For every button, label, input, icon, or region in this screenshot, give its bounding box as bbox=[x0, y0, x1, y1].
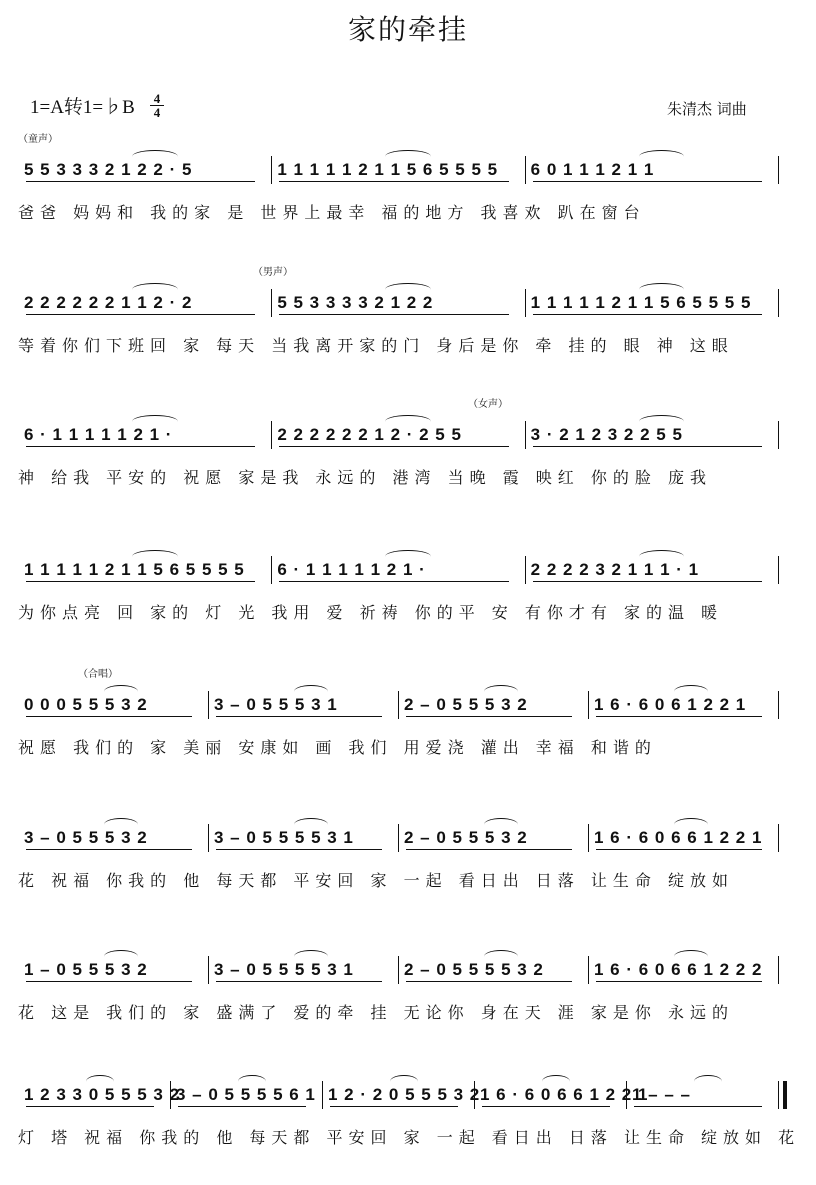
measure: 1 6 · 6 0 6 1 2 2 1 bbox=[594, 695, 747, 714]
barline bbox=[778, 421, 779, 449]
slur-mark bbox=[132, 150, 178, 163]
beam-line bbox=[533, 581, 762, 582]
score-system bbox=[18, 399, 788, 525]
beam-line bbox=[634, 1106, 762, 1107]
voice-label: （男声） bbox=[253, 267, 293, 278]
measure: 1 1 1 1 1 2 1 1 5 6 5 5 5 5 bbox=[24, 560, 245, 579]
slur-mark bbox=[639, 415, 685, 428]
score-system bbox=[18, 950, 788, 1060]
lyrics-line: 爸爸 妈妈和 我的家 是 世界上最幸 福的地方 我喜欢 趴在窗台 bbox=[18, 203, 646, 222]
measure: 5 5 3 3 3 2 1 2 2 · 5 bbox=[24, 160, 193, 179]
beam-line bbox=[26, 1106, 154, 1107]
barline bbox=[626, 1081, 627, 1109]
barline bbox=[778, 956, 779, 984]
measure: 6 · 1 1 1 1 1 2 1 · bbox=[277, 560, 426, 579]
slur-mark bbox=[674, 818, 708, 831]
beam-line bbox=[26, 581, 255, 582]
notes-line bbox=[18, 415, 788, 455]
slur-mark bbox=[104, 685, 138, 698]
lyrics-line: 为你点亮 回 家的 灯 光 我用 爱 祈祷 你的平 安 有你才有 家的温 暖 bbox=[18, 603, 724, 622]
measure: 3 – 0 5 5 5 5 3 1 bbox=[214, 828, 354, 847]
notes-line bbox=[18, 283, 788, 323]
notes-line bbox=[18, 150, 788, 190]
measure: 1 1 1 1 1 2 1 1 5 6 5 5 5 5 bbox=[530, 293, 752, 312]
barline bbox=[398, 824, 399, 852]
slur-mark bbox=[484, 818, 518, 831]
slur-mark bbox=[294, 685, 328, 698]
measure: 1 1 1 1 1 2 1 1 5 6 5 5 5 5 bbox=[277, 160, 499, 179]
score-system bbox=[18, 669, 788, 795]
barline bbox=[525, 289, 526, 317]
measure: 2 – 0 5 5 5 3 2 bbox=[404, 828, 528, 847]
barline bbox=[525, 556, 526, 584]
slur-mark bbox=[694, 1075, 721, 1088]
beam-line bbox=[216, 716, 382, 717]
time-signature-bottom: 4 bbox=[153, 105, 161, 120]
measure: 1 – 0 5 5 5 3 2 bbox=[24, 960, 148, 979]
score-system bbox=[18, 550, 788, 660]
notes-line bbox=[18, 685, 788, 725]
notes-line bbox=[18, 1075, 788, 1115]
slur-mark bbox=[484, 950, 518, 963]
slur-mark bbox=[294, 818, 328, 831]
measure: 5 5 3 3 3 3 2 1 2 2 bbox=[277, 293, 434, 312]
beam-line bbox=[26, 981, 192, 982]
barline bbox=[208, 956, 209, 984]
slur-mark bbox=[674, 950, 708, 963]
lyrics-line: 祝愿 我们的 家 美丽 安康如 画 我们 用爱浇 灌出 幸福 和谐的 bbox=[18, 738, 657, 757]
barline bbox=[170, 1081, 171, 1109]
measure: 1 2 3 3 0 5 5 5 3 2 bbox=[24, 1085, 181, 1104]
barline bbox=[778, 824, 779, 852]
measure: 1 2 · 2 0 5 5 5 3 2 bbox=[328, 1085, 481, 1104]
beam-line bbox=[279, 446, 508, 447]
voice-label: （童声） bbox=[18, 134, 58, 145]
final-barline bbox=[778, 1081, 787, 1109]
beam-line bbox=[178, 1106, 306, 1107]
slur-mark bbox=[385, 415, 431, 428]
barline bbox=[271, 421, 272, 449]
measure: 2 – 0 5 5 5 3 2 bbox=[404, 695, 528, 714]
barline bbox=[271, 156, 272, 184]
beam-line bbox=[26, 314, 255, 315]
beam-line bbox=[533, 314, 762, 315]
measure: 1 6 · 6 0 6 6 1 2 2 1 bbox=[594, 828, 763, 847]
beam-line bbox=[279, 314, 508, 315]
measure: 1 6 · 6 0 6 6 1 2 2 1 bbox=[480, 1085, 649, 1104]
slur-mark bbox=[86, 1075, 113, 1088]
barline bbox=[778, 289, 779, 317]
barline bbox=[588, 956, 589, 984]
barline bbox=[271, 289, 272, 317]
notes-line bbox=[18, 550, 788, 590]
beam-line bbox=[533, 181, 762, 182]
beam-line bbox=[533, 446, 762, 447]
slur-mark bbox=[104, 818, 138, 831]
beam-line bbox=[596, 981, 762, 982]
slur-mark bbox=[390, 1075, 417, 1088]
beam-line bbox=[26, 446, 255, 447]
beam-line bbox=[216, 981, 382, 982]
voice-label: （合唱） bbox=[78, 669, 118, 680]
beam-line bbox=[216, 849, 382, 850]
measure: 2 2 2 2 3 2 1 1 1 · 1 bbox=[530, 560, 700, 579]
measure: 3 – 0 5 5 5 3 2 bbox=[24, 828, 148, 847]
measure: 0 0 0 5 5 5 3 2 bbox=[24, 695, 148, 714]
lyrics-line: 等着你们下班回 家 每天 当我离开家的门 身后是你 牵 挂的 眼 神 这眼 bbox=[18, 336, 734, 355]
beam-line bbox=[406, 849, 572, 850]
beam-line bbox=[596, 716, 762, 717]
barline bbox=[398, 691, 399, 719]
measure: 1 6 · 6 0 6 6 1 2 2 2 bbox=[594, 960, 763, 979]
barline bbox=[208, 824, 209, 852]
measure: 2 2 2 2 2 2 1 1 2 · 2 bbox=[24, 293, 193, 312]
barline bbox=[778, 691, 779, 719]
barline bbox=[208, 691, 209, 719]
song-title: 家的牵挂 bbox=[347, 13, 468, 46]
measure: 3 – 0 5 5 5 5 3 1 bbox=[214, 960, 354, 979]
barline bbox=[474, 1081, 475, 1109]
slur-mark bbox=[104, 950, 138, 963]
beam-line bbox=[596, 849, 762, 850]
beam-line bbox=[406, 981, 572, 982]
time-signature bbox=[150, 92, 164, 119]
barline bbox=[778, 556, 779, 584]
barline bbox=[525, 421, 526, 449]
measure: 1 – – – bbox=[632, 1085, 691, 1104]
key-signature: 1=A转1=♭B bbox=[30, 97, 135, 118]
barline bbox=[271, 556, 272, 584]
slur-mark bbox=[542, 1075, 569, 1088]
barline bbox=[588, 691, 589, 719]
score-system bbox=[18, 134, 788, 260]
time-signature-top: 4 bbox=[150, 92, 164, 106]
slur-mark bbox=[385, 283, 431, 296]
beam-line bbox=[26, 716, 192, 717]
measure: 3 – 0 5 5 5 3 1 bbox=[214, 695, 338, 714]
beam-line bbox=[26, 849, 192, 850]
score-system bbox=[18, 267, 788, 393]
slur-mark bbox=[639, 283, 685, 296]
lyrics-line: 花 祝福 你我的 他 每天都 平安回 家 一起 看日出 日落 让生命 绽放如 bbox=[18, 871, 734, 890]
measure: 6 0 1 1 1 2 1 1 bbox=[530, 160, 655, 179]
slur-mark bbox=[639, 550, 685, 563]
slur-mark bbox=[132, 283, 178, 296]
measure: 2 – 0 5 5 5 5 3 2 bbox=[404, 960, 544, 979]
slur-mark bbox=[385, 550, 431, 563]
barline bbox=[778, 156, 779, 184]
lyrics-line: 灯 塔 祝福 你我的 他 每天都 平安回 家 一起 看日出 日落 让生命 绽放如 花 bbox=[18, 1128, 801, 1147]
measure: 6 · 1 1 1 1 1 2 1 · bbox=[24, 425, 173, 444]
lyrics-line: 神 给我 平安的 祝愿 家是我 永远的 港湾 当晚 霞 映红 你的脸 庞我 bbox=[18, 468, 712, 487]
beam-line bbox=[279, 181, 508, 182]
measure: 3 · 2 1 2 3 2 2 5 5 bbox=[530, 425, 683, 444]
lyrics-line: 花 这是 我们的 家 盛满了 爱的牵 挂 无论你 身在天 涯 家是你 永远的 bbox=[18, 1003, 734, 1022]
slur-mark bbox=[385, 150, 431, 163]
barline bbox=[588, 824, 589, 852]
score-system bbox=[18, 1075, 801, 1185]
slur-mark bbox=[674, 685, 708, 698]
slur-mark bbox=[294, 950, 328, 963]
beam-line bbox=[482, 1106, 610, 1107]
barline bbox=[322, 1081, 323, 1109]
beam-line bbox=[279, 581, 508, 582]
slur-mark bbox=[132, 415, 178, 428]
barline bbox=[525, 156, 526, 184]
slur-mark bbox=[238, 1075, 265, 1088]
slur-mark bbox=[132, 550, 178, 563]
notes-line bbox=[18, 950, 788, 990]
barline bbox=[398, 956, 399, 984]
score-system bbox=[18, 818, 788, 928]
measure: 2 2 2 2 2 2 1 2 · 2 5 5 bbox=[277, 425, 462, 444]
beam-line bbox=[330, 1106, 458, 1107]
notes-line bbox=[18, 818, 788, 858]
slur-mark bbox=[484, 685, 518, 698]
slur-mark bbox=[639, 150, 685, 163]
voice-label: （女声） bbox=[468, 399, 508, 410]
beam-line bbox=[406, 716, 572, 717]
beam-line bbox=[26, 181, 255, 182]
measure: 3 – 0 5 5 5 5 6 1 bbox=[176, 1085, 316, 1104]
author-credit: 朱清杰 词曲 bbox=[667, 100, 747, 118]
